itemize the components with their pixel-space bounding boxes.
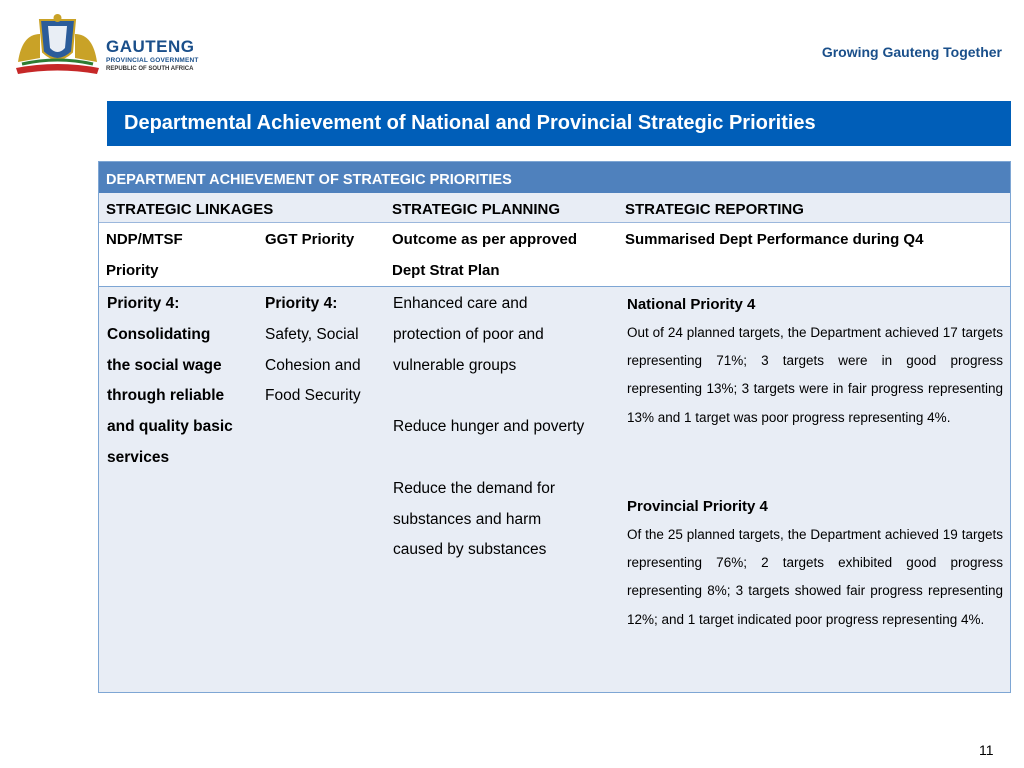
provincial-report [627, 493, 1003, 634]
header-strategic-planning: STRATEGIC PLANNING [392, 201, 561, 218]
header-ggt-priority: GGT Priority [265, 231, 355, 248]
ggt-priority-label: Priority 4: [265, 295, 338, 312]
table-main-header [99, 162, 1010, 193]
logo-country: REPUBLIC OF SOUTH AFRICA [106, 65, 194, 72]
header-ndp-line1: NDP/MTSF [106, 231, 183, 248]
ndp-line: services [107, 448, 170, 466]
ndp-line: Priority 4: [107, 295, 180, 312]
ggt-line: Safety, Social [265, 325, 359, 343]
header-outcome-line1: Outcome as per approved [392, 231, 578, 248]
page-number: 11 [979, 742, 994, 758]
slide-title: Departmental Achievement of National and Provincial Strategic Priorities [124, 112, 816, 134]
header-summary: Summarised Dept Performance during Q4 [625, 231, 924, 248]
ndp-line: through reliable [107, 387, 225, 405]
ndp-line: and quality basic [107, 418, 233, 436]
slide-title-bar [107, 101, 1011, 146]
national-priority-heading: National Priority 4 [627, 296, 756, 313]
national-priority-text: Out of 24 planned targets, the Department achieved 17 targets representing 71%; 3 targets were in good progress representing 13%; 3 targets were in fair progress representing 13% and 1 target was poor progress representing 4%. [627, 325, 1003, 425]
ndp-priority-cell [107, 289, 233, 474]
table-body [99, 287, 1010, 692]
tagline: Growing Gauteng Together [821, 44, 1002, 60]
header-strategic-linkages: STRATEGIC LINKAGES [106, 201, 274, 218]
coat-of-arms-icon [10, 12, 105, 78]
outcome-line: Reduce hunger and poverty [393, 418, 585, 436]
logo-name: GAUTENG [106, 37, 195, 56]
table-sub-header [99, 223, 1010, 287]
national-report [627, 291, 1003, 432]
ggt-priority-cell [265, 289, 361, 412]
priorities-table [98, 161, 1011, 693]
outcome-line: Enhanced care and [393, 295, 528, 312]
main-header-text: DEPARTMENT ACHIEVEMENT OF STRATEGIC PRIORITIES [106, 172, 512, 188]
outcome-line: vulnerable groups [393, 356, 517, 374]
header-ndp-line2: Priority [106, 262, 159, 279]
outcomes-cell [393, 289, 584, 566]
provincial-priority-heading: Provincial Priority 4 [627, 498, 768, 515]
provincial-priority-text: Of the 25 planned targets, the Department achieved 19 targets representing 76%; 2 targets exhibited good progress representing 8%; 3 targets showed fair progress representing 12%; and 1 target indicated poor progress representing 4%. [627, 527, 1003, 627]
outcome-line: substances and harm [393, 510, 542, 528]
ggt-line: Cohesion and [265, 356, 361, 374]
gauteng-logo [10, 12, 200, 78]
header-strategic-reporting: STRATEGIC REPORTING [625, 201, 804, 218]
logo-subtitle: PROVINCIAL GOVERNMENT [106, 57, 199, 64]
outcome-line: protection of poor and [393, 325, 544, 343]
table-group-header [99, 193, 1010, 223]
outcome-line: caused by substances [393, 541, 547, 559]
ggt-line: Food Security [265, 387, 361, 405]
ndp-line: Consolidating [107, 325, 211, 343]
header-outcome-line2: Dept Strat Plan [392, 262, 500, 279]
ndp-line: the social wage [107, 356, 222, 374]
outcome-line: Reduce the demand for [393, 479, 555, 497]
